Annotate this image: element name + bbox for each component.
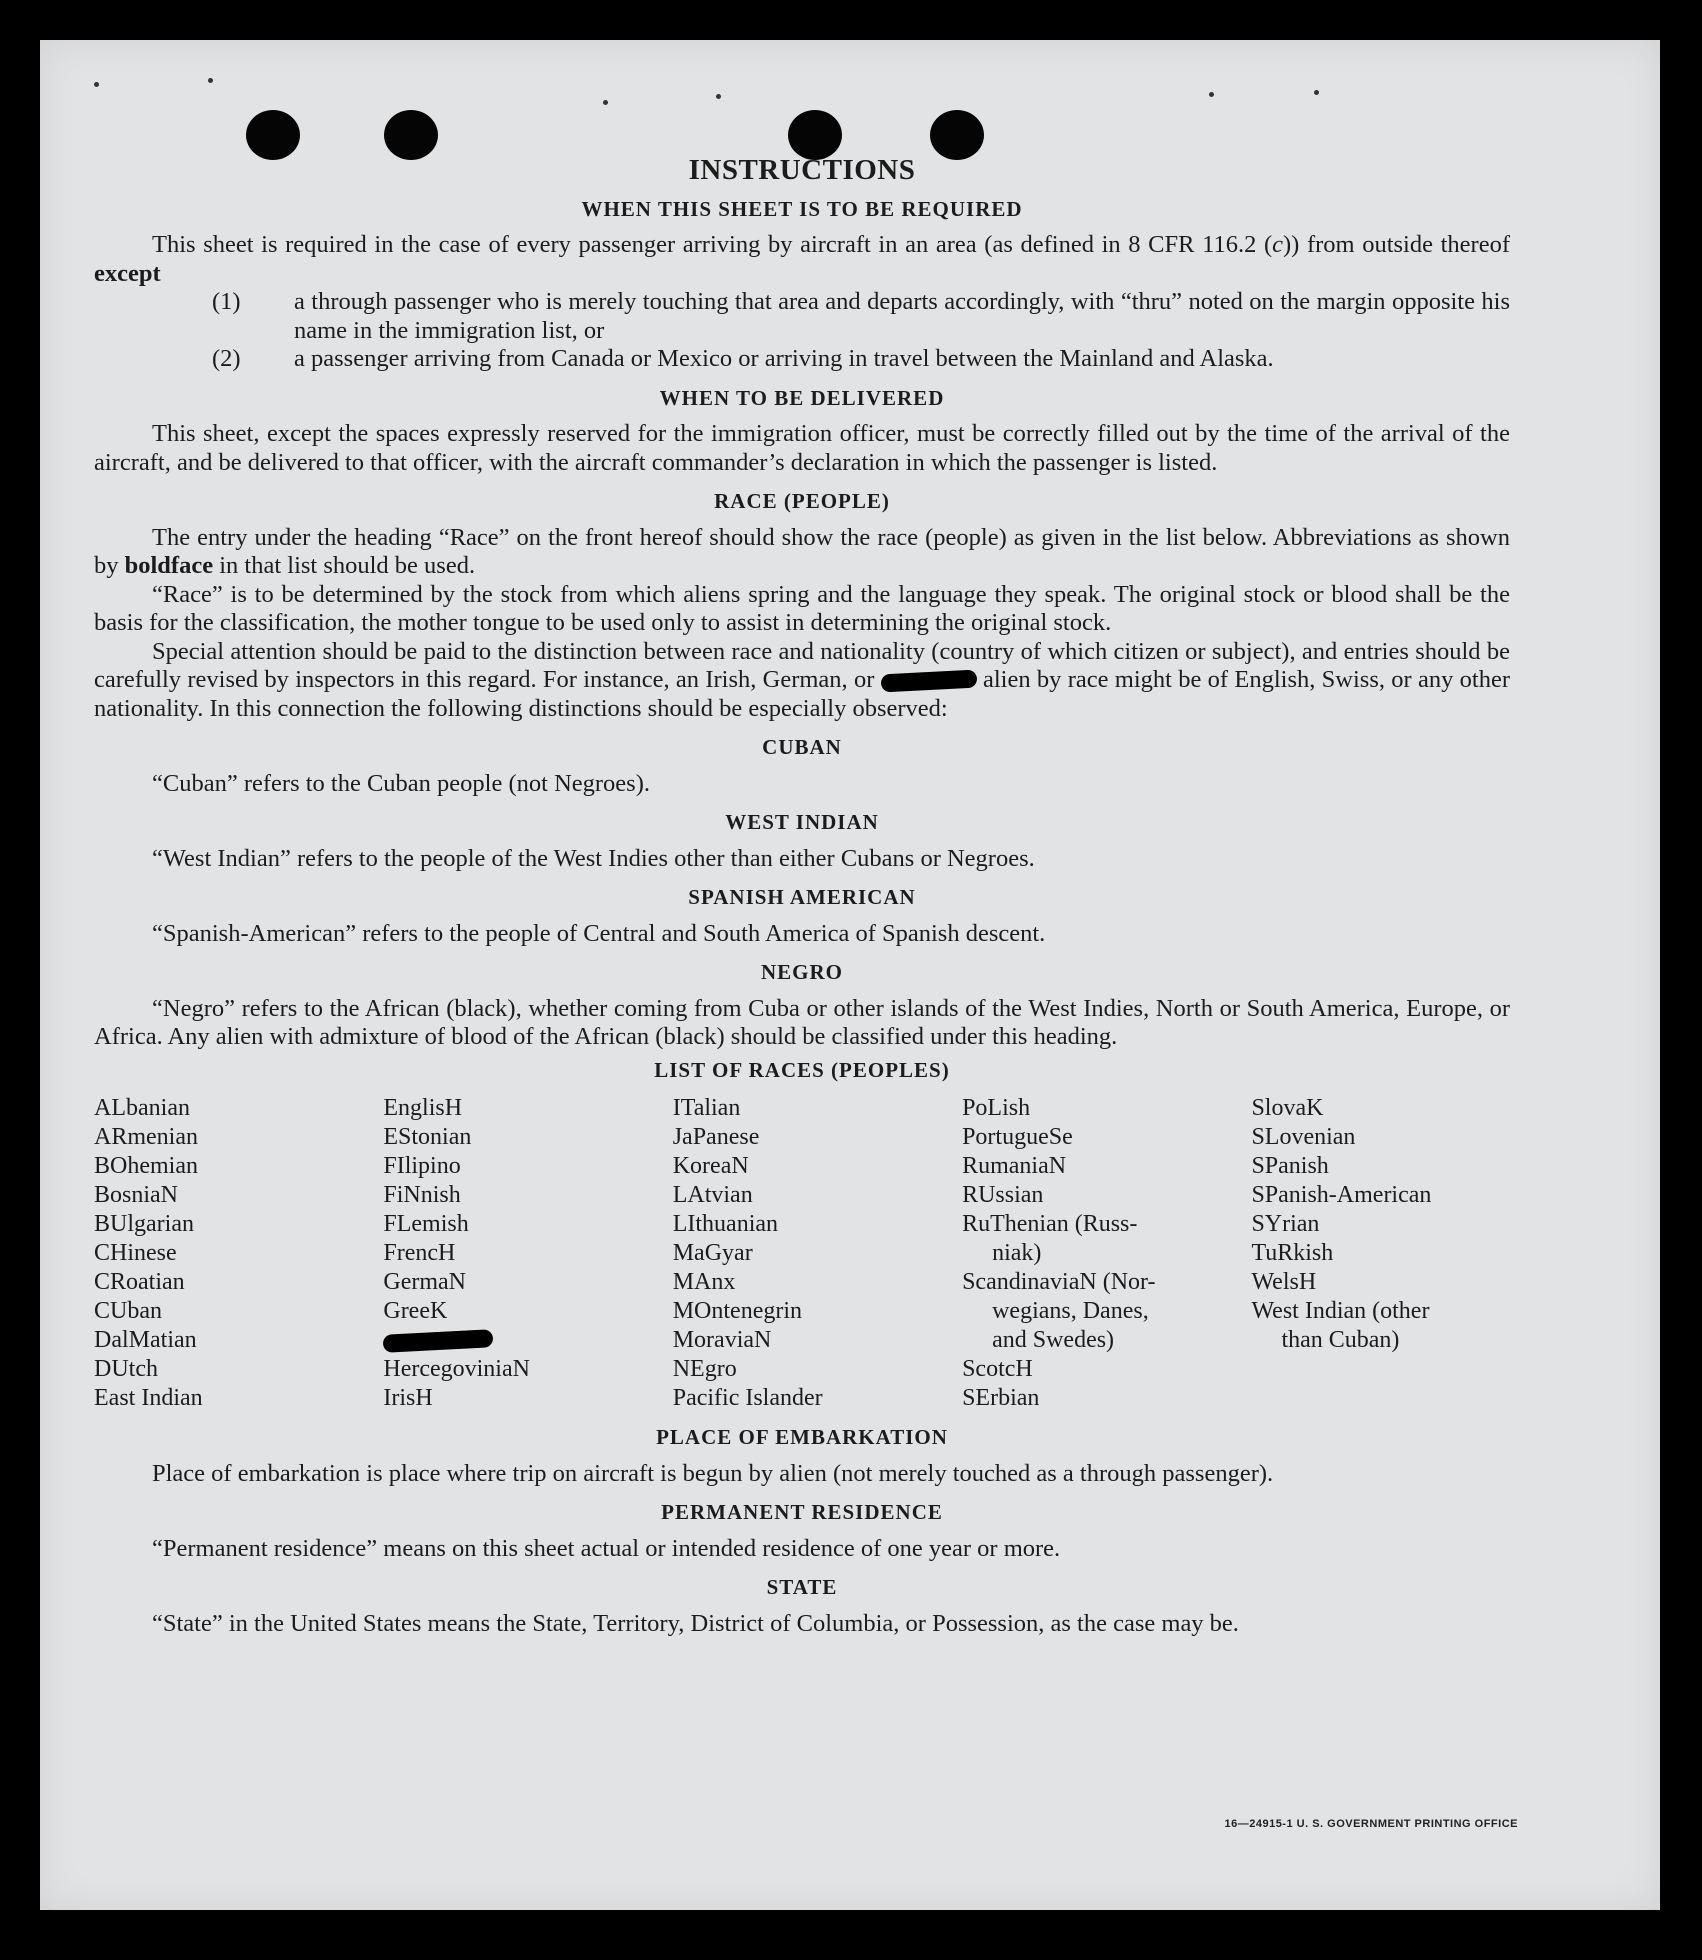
- heading-state: STATE: [766, 1575, 838, 1599]
- race-column: [962, 1094, 1251, 1413]
- race-entry: SYrian: [1251, 1211, 1320, 1237]
- race-entry: RUssian: [962, 1182, 1044, 1208]
- race-entry: SlovaK: [1251, 1095, 1324, 1121]
- item-text: a passenger arriving from Canada or Mexico or arriving in travel between the Mainland and Alaska.: [294, 345, 1274, 372]
- race-p3-text-2: alien by race might be of English, Swiss, or any other nationality. In this connection the following distinctions should be especially observed:: [94, 666, 1511, 722]
- race-list: [94, 1094, 1510, 1413]
- speck: [1314, 90, 1319, 95]
- race-entry: than Cuban): [1281, 1327, 1400, 1353]
- heading-permanent-residence: PERMANENT RESIDENCE: [661, 1500, 943, 1524]
- speck: [716, 94, 721, 99]
- race-entry: and Swedes): [992, 1327, 1115, 1353]
- race-entry: SErbian: [962, 1385, 1040, 1411]
- required-item: [212, 345, 1510, 374]
- race-p1-text-2: in that list should be used.: [213, 552, 476, 579]
- race-entry: ScotcH: [962, 1356, 1033, 1382]
- cuban-text: “Cuban” refers to the Cuban people (not Negroes).: [152, 769, 650, 797]
- negro-text: “Negro” refers to the African (black), whether coming from Cuba or other islands of the West Indies, North or South America, Europe, or Africa. Any alien with admixture of blood of the African (black) should be classified under this heading.: [94, 994, 1510, 1050]
- race-column: [94, 1094, 383, 1413]
- race-entry: FIlipino: [383, 1153, 461, 1179]
- race-p3-text: Special attention should be paid to the distinction between race and nationality (country of which citizen or subject), and entries should be carefully revised by inspectors in this regard. For instance, an Irish, German, or: [94, 637, 1510, 693]
- heading-race: RACE (PEOPLE): [714, 489, 890, 513]
- heading-when-delivered: WHEN TO BE DELIVERED: [659, 385, 945, 410]
- race-entry: PortugueSe: [962, 1124, 1073, 1150]
- state-text: “State” in the United States means the State, Territory, District of Columbia, or Possession, as the case may be.: [152, 1609, 1239, 1637]
- required-intro-text: This sheet is required in the case of every passenger arriving by aircraft in an area (as defined in 8 CFR 116.2 (: [152, 231, 1273, 258]
- race-entry: ITalian: [672, 1095, 741, 1121]
- heading-list-of-races: LIST OF RACES (PEOPLES): [654, 1057, 950, 1082]
- race-entry: BUlgarian: [94, 1211, 194, 1237]
- race-entry: FrencH: [383, 1240, 456, 1266]
- speck: [94, 82, 99, 87]
- speck: [208, 78, 213, 83]
- race-entry: FiNnish: [383, 1182, 461, 1208]
- race-entry: GermaN: [383, 1269, 466, 1295]
- race-entry: HercegoviniaN: [383, 1356, 530, 1382]
- race-entry: wegians, Danes,: [992, 1298, 1149, 1324]
- page-title: INSTRUCTIONS: [688, 154, 916, 186]
- race-entry: CHinese: [94, 1240, 177, 1266]
- required-intro: [94, 231, 1510, 288]
- race-entry: CRoatian: [94, 1269, 185, 1295]
- race-entry: KoreaN: [672, 1153, 749, 1179]
- race-entry: LAtvian: [672, 1182, 753, 1208]
- race-entry: MoraviaN: [672, 1327, 772, 1353]
- race-entry: TuRkish: [1251, 1240, 1334, 1266]
- race-column: [673, 1094, 962, 1413]
- race-entry: SLovenian: [1251, 1124, 1356, 1150]
- race-entry: RuThenian (Russ-: [962, 1211, 1138, 1237]
- heading-cuban: CUBAN: [762, 735, 842, 759]
- spanish-american-text: “Spanish-American” refers to the people of Central and South America of Spanish descent.: [152, 919, 1046, 947]
- speck: [603, 100, 608, 105]
- race-paragraph-3: [94, 638, 1510, 724]
- race-entry: West Indian (other: [1251, 1298, 1430, 1324]
- speck: [1209, 92, 1214, 97]
- residence-text: “Permanent residence” means on this sheet actual or intended residence of one year or more.: [152, 1534, 1061, 1562]
- race-entry: Pacific Islander: [672, 1385, 823, 1411]
- west-indian-text: “West Indian” refers to the people of the West Indies other than either Cubans or Negroes.: [152, 844, 1035, 872]
- race-entry: ARmenian: [94, 1124, 198, 1150]
- embarkation-text: Place of embarkation is place where trip on aircraft is begun by alien (not merely touched as a through passenger).: [152, 1459, 1274, 1487]
- item-number: (2): [212, 345, 241, 372]
- race-entry: FLemish: [383, 1211, 469, 1237]
- required-intro-text-2: )) from outside thereof: [1283, 231, 1510, 258]
- race-entry: GreeK: [383, 1298, 448, 1324]
- race-p1-bold: boldface: [124, 552, 214, 579]
- race-entry: ALbanian: [94, 1095, 190, 1121]
- heading-west-indian: WEST INDIAN: [725, 810, 879, 834]
- race-entry: LIthuanian: [672, 1211, 779, 1237]
- heading-embarkation: PLACE OF EMBARKATION: [656, 1425, 948, 1449]
- race-entry: ScandinaviaN (Nor-: [962, 1269, 1156, 1295]
- delivered-text: This sheet, except the spaces expressly reserved for the immigration officer, must be correctly filled out by the time of the arrival of the aircraft, and be delivered to that officer, with the aircraft commander’s declaration in which the passenger is listed.: [94, 420, 1510, 476]
- heading-negro: NEGRO: [760, 960, 843, 984]
- redaction-mark: [880, 670, 977, 693]
- race-entry: BosniaN: [94, 1182, 178, 1208]
- redaction-mark: [383, 1330, 494, 1354]
- required-item: [212, 288, 1510, 345]
- race-entry: SPanish: [1251, 1153, 1329, 1179]
- race-entry: SPanish-American: [1251, 1182, 1432, 1208]
- race-entry: BOhemian: [94, 1153, 198, 1179]
- race-paragraph-1: [94, 524, 1510, 581]
- race-entry: CUban: [94, 1298, 162, 1324]
- heading-when-required: WHEN THIS SHEET IS TO BE REQUIRED: [581, 196, 1023, 221]
- required-intro-c: c: [1272, 231, 1283, 258]
- required-except: except: [94, 259, 161, 287]
- race-entry: JaPanese: [672, 1124, 760, 1150]
- race-entry: MOntenegrin: [672, 1298, 803, 1324]
- race-column: [383, 1094, 672, 1413]
- race-entry: niak): [992, 1240, 1042, 1266]
- race-entry: EnglisH: [383, 1095, 463, 1121]
- heading-spanish-american: SPANISH AMERICAN: [688, 885, 916, 909]
- race-paragraph-2: “Race” is to be determined by the stock from which aliens spring and the language they speak. The original stock or blood shall be the basis for the classification, the mother tongue to be used only to assist in determining the original stock.: [94, 580, 1510, 636]
- race-p1-text: The entry under the heading “Race” on the front hereof should show the race (people) as given in the list below. Abbreviations as shown by: [94, 523, 1510, 579]
- race-entry: WelsH: [1251, 1269, 1317, 1295]
- race-entry: DalMatian: [94, 1327, 197, 1353]
- instructions-body: [94, 150, 1510, 1638]
- race-entry: DUtch: [94, 1356, 158, 1382]
- item-text: a through passenger who is merely touching that area and departs accordingly, with “thru” noted on the margin opposite his name in the immigration list, or: [294, 288, 1510, 344]
- race-entry: IrisH: [383, 1385, 433, 1411]
- printing-office-note: 16—24915-1 U. S. GOVERNMENT PRINTING OFFICE: [1224, 1818, 1518, 1830]
- race-column: [1251, 1094, 1510, 1413]
- race-entry: PoLish: [962, 1095, 1031, 1121]
- item-number: (1): [212, 288, 241, 315]
- race-entry: [383, 1326, 672, 1355]
- race-entry: MAnx: [672, 1269, 736, 1295]
- race-entry: RumaniaN: [962, 1153, 1067, 1179]
- race-entry: MaGyar: [672, 1240, 753, 1266]
- race-entry: East Indian: [94, 1385, 203, 1411]
- race-entry: NEgro: [672, 1356, 737, 1382]
- race-entry: EStonian: [383, 1124, 472, 1150]
